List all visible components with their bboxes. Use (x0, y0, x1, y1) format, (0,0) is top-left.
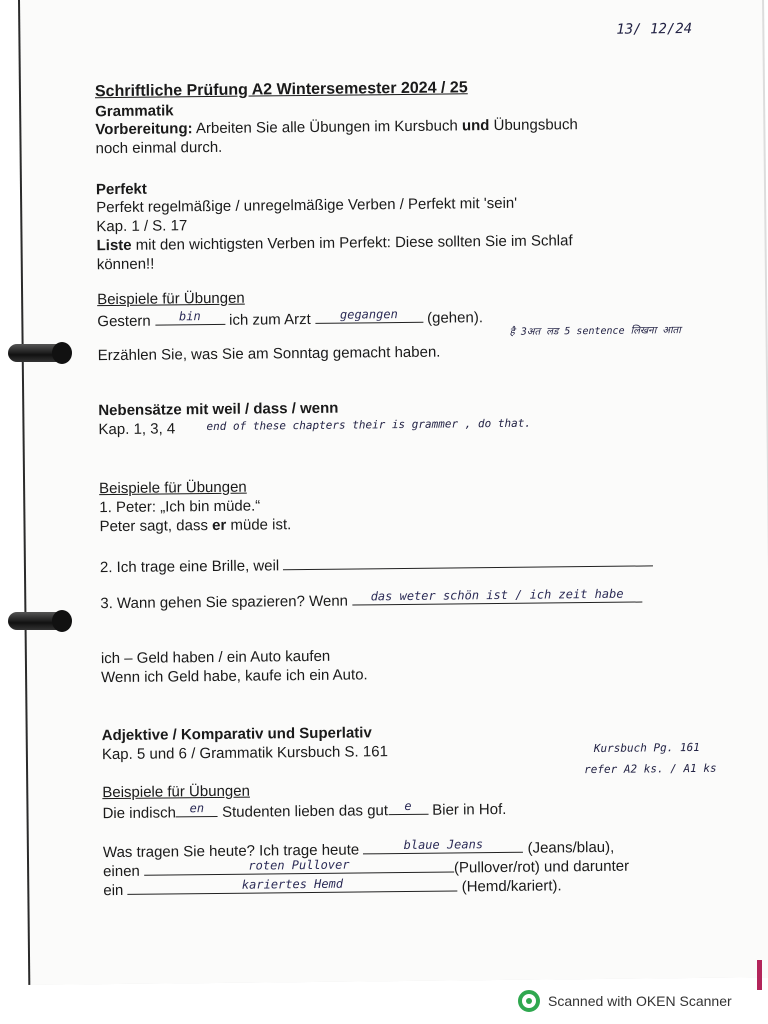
perfekt-heading: Perfekt (95, 180, 147, 199)
ex1b-bold: er (211, 516, 227, 534)
perfekt-liste (96, 232, 572, 254)
adjektive-example-4 (103, 874, 562, 899)
fill-hemd: kariertes Hemd (241, 876, 344, 892)
grammatik-heading: Grammatik (95, 102, 174, 121)
binder-ring-bottom (8, 612, 68, 630)
ex2-text: 2. Ich trage eine Brille, weil (99, 557, 284, 577)
prep-text-2: Übungsbuch (489, 116, 578, 135)
adjektive-example-1 (102, 798, 506, 822)
blank-gegangen[interactable] (315, 307, 423, 324)
adj-ex3-b: (Pullover/rot) und darunter (453, 857, 630, 877)
adjektive-heading: Adjektive / Komparativ und Superlativ (101, 724, 372, 745)
adj-ex1-a: Die indisch (102, 804, 176, 823)
fill-jeans: blaue Jeans (403, 837, 484, 853)
handwritten-note-refer: refer A2 ks. / A1 ks (584, 761, 717, 777)
perfekt-example-2: Erzählen Sie, was Sie am Sonntag gemacht haben. (97, 343, 441, 365)
blank-weil[interactable] (283, 550, 653, 570)
fill-gegangen: gegangen (339, 307, 398, 322)
blank-en[interactable] (176, 801, 218, 817)
oken-scanner-icon (518, 990, 540, 1012)
perfekt-line-2: Kap. 1 / S. 17 (96, 217, 188, 236)
exam-title: Schriftliche Prüfung A2 Wintersemester 2024 / 25 (94, 79, 468, 101)
blank-jeans[interactable] (363, 837, 523, 855)
fill-en: en (189, 801, 205, 816)
liste-rest: mit den wichtigsten Verben im Perfekt: Diese sollten Sie im Schlaf (131, 232, 573, 254)
fill-pullover: roten Pullover (248, 857, 350, 873)
blank-pullover[interactable] (144, 856, 454, 875)
fill-bin: bin (178, 309, 201, 324)
nebensaetze-chapters: Kap. 1, 3, 4 (98, 420, 176, 439)
ex1b-pre: Peter sagt, dass (99, 516, 213, 536)
blank-bin[interactable] (155, 309, 225, 326)
ex1b-post: müde ist. (226, 516, 292, 534)
blank-wenn[interactable] (352, 586, 642, 605)
handwritten-date: 13/ 12/24 (616, 20, 693, 38)
adj-ex2-b: (Jeans/blau), (523, 838, 615, 857)
fill-e: e (404, 798, 412, 813)
nebensaetze-example-2 (100, 550, 654, 576)
handwritten-note-chapters: end of these chapters their is grammer , do that. (206, 416, 532, 434)
liste-bold: Liste (96, 236, 132, 255)
perfekt-liste-end: können!! (96, 255, 155, 274)
handwritten-note-hindi: है 3अत लड 5 sentence लिखना आता (509, 325, 681, 338)
blank-e[interactable] (388, 799, 428, 815)
adj-ex1-b: Studenten lieben das gut (217, 802, 389, 821)
perfekt-examples-heading: Beispiele für Übungen (97, 289, 245, 309)
ex3-text: 3. Wann gehen Sie spazieren? Wenn (100, 592, 353, 613)
binder-ring-top (8, 344, 68, 362)
adjektive-chapters: Kap. 5 und 6 / Grammatik Kursbuch S. 161 (101, 743, 388, 764)
nebensaetze-example-1b (99, 516, 291, 535)
perfekt-example-1 (97, 306, 483, 330)
nebensaetze-example-4b: Wenn ich Geld habe, kaufe ich ein Auto. (101, 666, 368, 687)
nebensaetze-example-4a: ich – Geld haben / ein Auto kaufen (100, 647, 331, 668)
scanner-text: Scanned with OKEN Scanner (548, 993, 732, 1009)
nebensaetze-examples-heading: Beispiele für Übungen (99, 478, 247, 498)
adj-ex4-a: ein (103, 881, 128, 900)
blank-hemd[interactable] (127, 875, 457, 894)
prep-text-1: Arbeiten Sie alle Übungen im Kursbuch (192, 117, 462, 138)
perfekt-line-1: Perfekt regelmäßige / unregelmäßige Verben / Perfekt mit 'sein' (96, 194, 518, 217)
adjektive-examples-heading: Beispiele für Übungen (102, 782, 250, 802)
page-edge-marker (757, 960, 762, 990)
prep-und: und (461, 117, 490, 135)
adj-ex3-a: einen (103, 862, 145, 881)
ex1-c: (gehen). (422, 309, 484, 327)
prep-label: Vorbereitung: (95, 120, 193, 139)
adj-ex4-b: (Hemd/kariert). (457, 877, 562, 896)
scanner-watermark (518, 990, 732, 1012)
handwritten-note-kursbuch: Kursbuch Pg. 161 (593, 740, 700, 756)
paper-sheet (18, 0, 768, 985)
nebensaetze-example-3 (100, 586, 642, 612)
fill-wenn: das weter schön ist / ich zeit habe (370, 586, 624, 604)
preparation-line (95, 116, 578, 138)
adj-ex1-c: Bier in Hof. (427, 800, 507, 819)
ex1-a: Gestern (97, 312, 155, 331)
nebensaetze-example-1a: 1. Peter: „Ich bin müde.“ (99, 497, 261, 517)
preparation-line-2: noch einmal durch. (95, 138, 223, 158)
adj-ex2-a: Was tragen Sie heute? Ich trage heute (102, 841, 364, 862)
nebensaetze-heading: Nebensätze mit weil / dass / wenn (98, 399, 339, 420)
ex1-b: ich zum Arzt (224, 310, 316, 329)
